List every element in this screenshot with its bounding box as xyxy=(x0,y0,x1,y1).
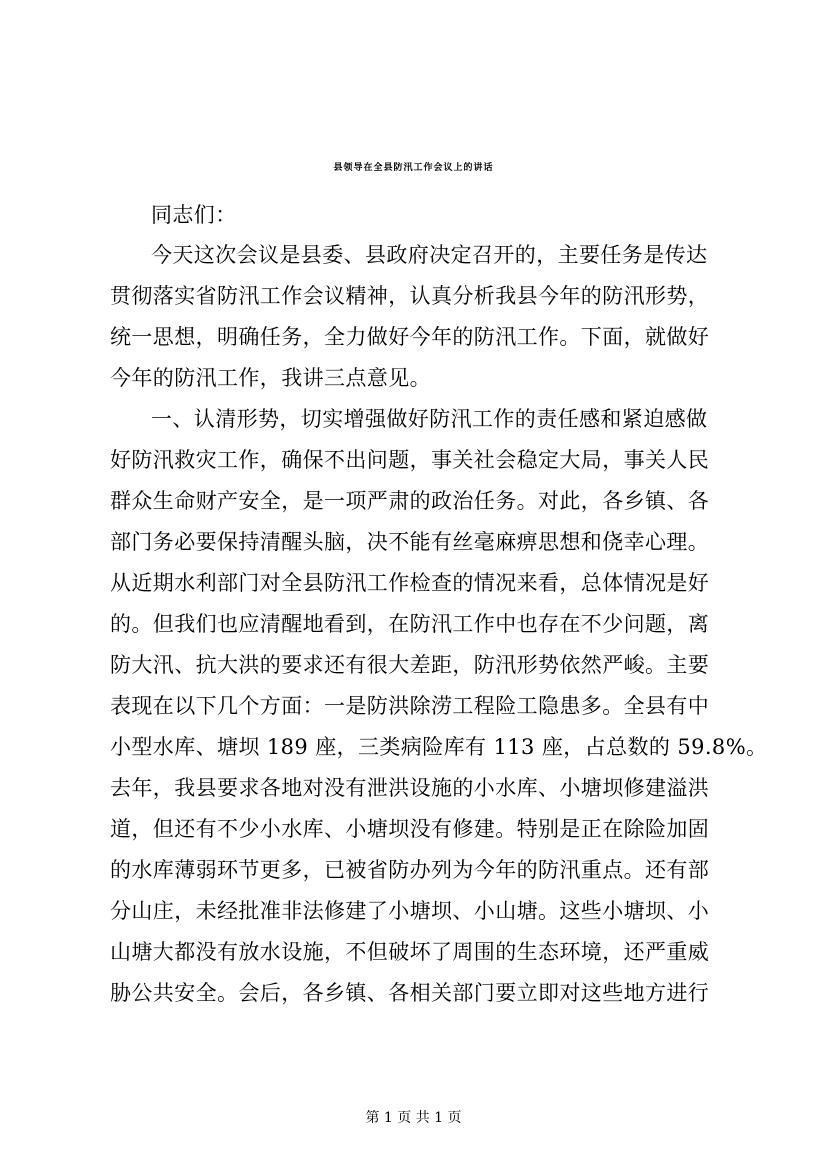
paragraph-line: 今年的防汛工作，我讲三点意见。 xyxy=(110,366,431,390)
salutation-line: 同志们： xyxy=(151,203,237,227)
paragraph-line: 山塘大都没有放水设施，不但破坏了周围的生态环境，还严重威 xyxy=(110,940,710,964)
paragraph-line: 群众生命财产安全，是一项严肃的政治任务。对此，各乡镇、各 xyxy=(110,489,710,513)
paragraph-line: 好防汛救灾工作，确保不出问题，事关社会稳定大局，事关人民 xyxy=(110,448,710,472)
paragraph-line: 小型水库、塘坝 189 座，三类病险库有 113 座，占总数的 59.8%。 xyxy=(110,735,768,759)
paragraph-line: 从近期水利部门对全县防汛工作检查的情况来看，总体情况是好 xyxy=(110,571,710,595)
paragraph-line: 部门务必要保持清醒头脑，决不能有丝毫麻痹思想和侥幸心理。 xyxy=(110,530,710,554)
paragraph-line: 统一思想，明确任务，全力做好今年的防汛工作。下面，就做好 xyxy=(110,325,710,349)
paragraph-line: 防大汛、抗大洪的要求还有很大差距，防汛形势依然严峻。主要 xyxy=(110,653,710,677)
paragraph-line: 分山庄，未经批准非法修建了小塘坝、小山塘。这些小塘坝、小 xyxy=(110,899,710,923)
paragraph-line: 道，但还有不少小水库、小塘坝没有修建。特别是正在除险加固 xyxy=(110,817,710,841)
paragraph-line: 贯彻落实省防汛工作会议精神，认真分析我县今年的防汛形势， xyxy=(110,284,710,308)
paragraph-line: 表现在以下几个方面：一是防洪除涝工程险工隐患多。全县有中 xyxy=(110,694,710,718)
paragraph-line: 的。但我们也应清醒地看到，在防汛工作中也存在不少问题，离 xyxy=(110,612,710,636)
paragraph-line: 的水库薄弱环节更多，已被省防办列为今年的防汛重点。还有部 xyxy=(110,858,710,882)
page-number-footer: 第 1 页 共 1 页 xyxy=(365,1110,462,1126)
paragraph-line: 去年，我县要求各地对没有泄洪设施的小水库、小塘坝修建溢洪 xyxy=(110,776,710,800)
paragraph-line: 一、认清形势，切实增强做好防汛工作的责任感和紧迫感做 xyxy=(151,407,708,431)
document-title: 县领导在全县防汛工作会议上的讲话 xyxy=(333,163,494,173)
paragraph-line: 胁公共安全。会后，各乡镇、各相关部门要立即对这些地方进行 xyxy=(110,981,710,1005)
paragraph-line: 今天这次会议是县委、县政府决定召开的，主要任务是传达 xyxy=(151,243,708,267)
